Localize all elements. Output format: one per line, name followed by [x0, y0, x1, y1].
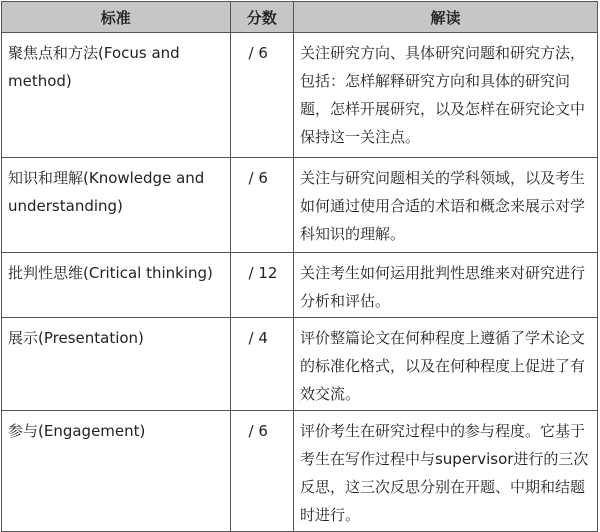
description-cell: 评价考生在研究过程中的参与程度。它基于考生在写作过程中与supervisor进行的三次反思，这三次反思分别在开题、中期和结题时进行。 [293, 411, 597, 532]
header-description: 解读 [293, 2, 597, 33]
table-row [2, 318, 598, 411]
criterion-cell: 知识和理解(Knowledge and understanding) [2, 158, 231, 253]
criterion-cell: 批判性思维(Critical thinking) [2, 253, 231, 318]
score-cell: / 6 [230, 158, 293, 253]
criterion-cell: 聚焦点和方法(Focus and method) [2, 33, 231, 158]
score-cell: / 6 [230, 33, 293, 158]
score-cell: / 6 [230, 411, 293, 532]
criteria-table [1, 1, 598, 532]
table-header [2, 2, 598, 33]
score-cell: / 4 [230, 318, 293, 411]
table-body [2, 33, 598, 532]
table-row [2, 158, 598, 253]
score-cell: / 12 [230, 253, 293, 318]
header-criterion: 标准 [2, 2, 231, 33]
description-cell: 关注与研究问题相关的学科领域，以及考生如何通过使用合适的术语和概念来展示对学科知识的理解。 [293, 158, 597, 253]
table-row [2, 253, 598, 318]
criterion-cell: 参与(Engagement) [2, 411, 231, 532]
table-row [2, 33, 598, 158]
description-cell: 评价整篇论文在何种程度上遵循了学术论文的标准化格式，以及在何种程度上促进了有效交流。 [293, 318, 597, 411]
criterion-cell: 展示(Presentation) [2, 318, 231, 411]
description-cell: 关注研究方向、具体研究问题和研究方法，包括：怎样解释研究方向和具体的研究问题，怎样开展研究，以及怎样在研究论文中保持这一关注点。 [293, 33, 597, 158]
table-row [2, 411, 598, 532]
header-score: 分数 [230, 2, 293, 33]
description-cell: 关注考生如何运用批判性思维来对研究进行分析和评估。 [293, 253, 597, 318]
header-row [2, 2, 598, 33]
